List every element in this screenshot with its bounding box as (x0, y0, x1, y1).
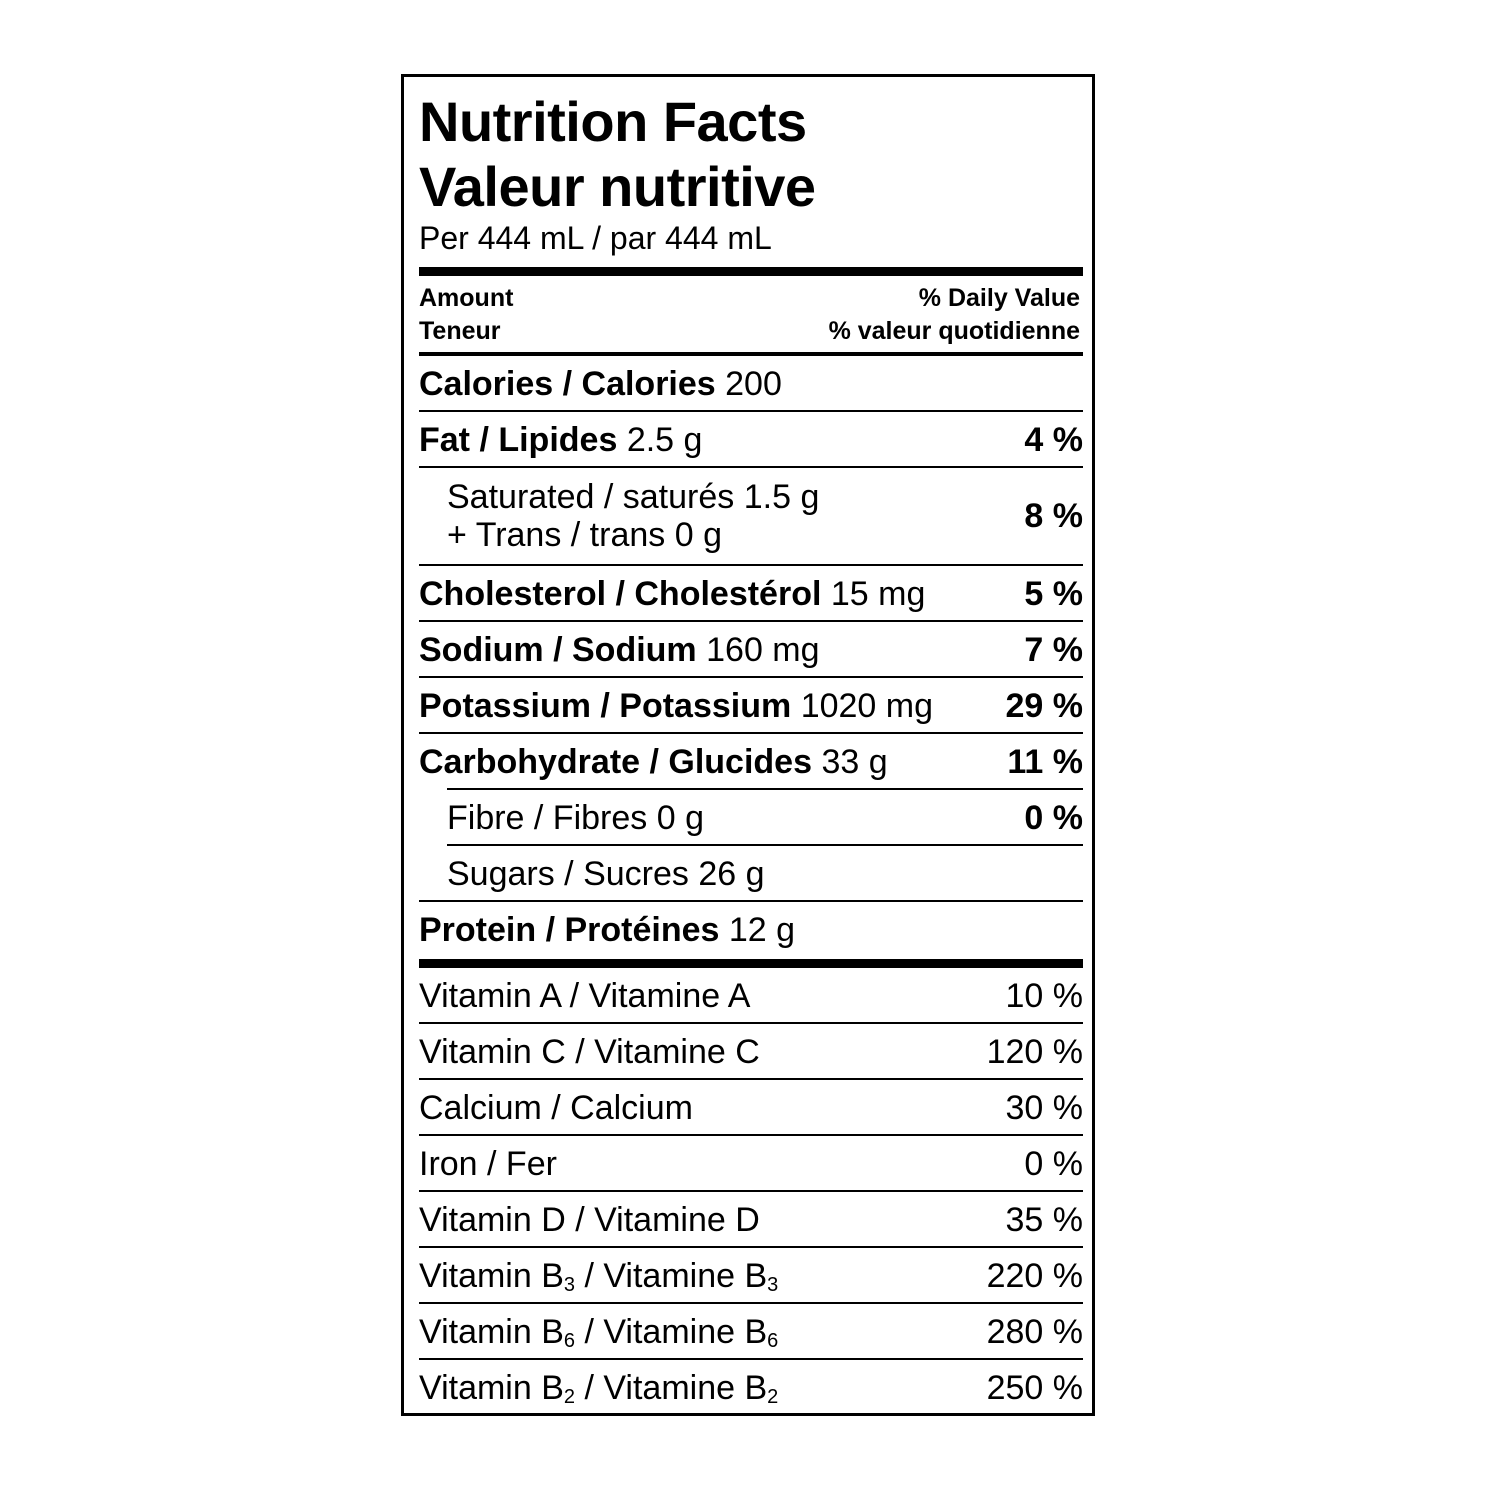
daily-value-header-en: % Daily Value (918, 284, 1080, 312)
row-divider (419, 410, 1083, 412)
vitamin-b3-label: Vitamin $B_3$ / Vitamine $B_3$ (419, 1257, 779, 1296)
saturated-label: Saturated / saturés (447, 478, 735, 516)
calories-row (419, 357, 1083, 411)
potassium-label: Potassium / Potassium (419, 687, 792, 725)
cholesterol-value: 15 mg (830, 575, 926, 613)
sodium-label: Sodium / Sodium (419, 631, 697, 669)
carbohydrate-value: 33 g (821, 743, 888, 781)
thick-divider (419, 959, 1083, 968)
iron-daily-value: 0 % (1024, 1145, 1083, 1183)
row-divider (419, 1134, 1083, 1136)
vitamin-a-daily-value: 10 % (1005, 977, 1083, 1015)
daily-value-header-fr: % valeur quotidienne (828, 317, 1080, 345)
title-french: Valeur nutritive (419, 155, 816, 218)
calories-label: Calories / Calories (419, 365, 716, 403)
row-divider (447, 844, 1083, 846)
row-divider (419, 564, 1083, 566)
fat-label: Fat / Lipides (419, 421, 618, 459)
calcium-daily-value: 30 % (1005, 1089, 1083, 1127)
row-divider (447, 788, 1083, 790)
cholesterol-label: Cholesterol / Cholestérol (419, 575, 822, 613)
thick-divider (419, 267, 1083, 276)
calories-value: 200 (725, 365, 782, 403)
row-divider (419, 732, 1083, 734)
calcium-label: Calcium / Calcium (419, 1089, 693, 1127)
fibre-label: Fibre / Fibres 0 g (447, 799, 704, 837)
row-divider (419, 1022, 1083, 1024)
saturated-value: 1.5 g (743, 478, 820, 516)
row-divider (419, 620, 1083, 622)
vitamin-c-row (419, 1025, 1083, 1079)
saturated-trans-row (447, 468, 1083, 564)
vitamin-d-label: Vitamin D / Vitamine D (419, 1201, 760, 1239)
vitamin-b6-label: Vitamin $B_6$ / Vitamine $B_6$ (419, 1313, 779, 1352)
fat-daily-value: 4 % (1024, 421, 1083, 459)
iron-label: Iron / Fer (419, 1145, 557, 1183)
vitamin-b6-row (419, 1305, 1083, 1359)
vitamin-b2-label: Vitamin $B_2$ / Vitamine $B_2$ (419, 1369, 779, 1408)
potassium-value: 1020 mg (800, 687, 934, 725)
sodium-daily-value: 7 % (1024, 631, 1083, 669)
fat-row (419, 413, 1083, 467)
nutrition-facts-table (401, 74, 1095, 1416)
protein-row (419, 903, 1083, 957)
carbohydrate-row (419, 735, 1083, 789)
amount-header-fr: Teneur (419, 317, 501, 345)
cholesterol-row (419, 567, 1083, 621)
saturated-daily-value: 8 % (1024, 497, 1083, 535)
fibre-row (447, 791, 1083, 845)
row-divider (419, 676, 1083, 678)
row-divider (419, 1246, 1083, 1248)
row-divider (419, 1358, 1083, 1360)
fat-value: 2.5 g (626, 421, 703, 459)
medium-divider (419, 352, 1083, 356)
vitamin-c-daily-value: 120 % (986, 1033, 1083, 1071)
potassium-row (419, 679, 1083, 733)
row-divider (419, 900, 1083, 902)
row-divider (419, 1078, 1083, 1080)
vitamin-b6-daily-value: 280 % (986, 1313, 1083, 1351)
vitamin-b3-row (419, 1249, 1083, 1303)
sodium-value: 160 mg (706, 631, 820, 669)
fibre-daily-value: 0 % (1024, 799, 1083, 837)
serving-size: Per 444 mL / par 444 mL (419, 220, 772, 256)
cholesterol-daily-value: 5 % (1024, 575, 1083, 613)
calcium-row (419, 1081, 1083, 1135)
trans-label: + Trans / trans 0 g (447, 516, 722, 554)
potassium-daily-value: 29 % (1005, 687, 1083, 725)
vitamin-c-label: Vitamin C / Vitamine C (419, 1033, 760, 1071)
carbohydrate-daily-value: 11 % (1007, 743, 1083, 781)
sugars-row (447, 847, 1083, 901)
vitamin-b3-daily-value: 220 % (986, 1257, 1083, 1295)
row-divider (419, 1190, 1083, 1192)
sugars-label: Sugars / Sucres 26 g (447, 855, 765, 893)
sodium-row (419, 623, 1083, 677)
vitamin-d-row (419, 1193, 1083, 1247)
amount-header-en: Amount (419, 284, 514, 312)
iron-row (419, 1137, 1083, 1191)
row-divider (419, 1302, 1083, 1304)
vitamin-a-row (419, 969, 1083, 1023)
vitamin-b2-daily-value: 250 % (986, 1369, 1083, 1407)
vitamin-b2-row (419, 1361, 1083, 1415)
carbohydrate-label: Carbohydrate / Glucides (419, 743, 812, 781)
vitamin-a-label: Vitamin A / Vitamine A (419, 977, 751, 1015)
protein-value: 12 g (728, 911, 796, 949)
protein-label: Protein / Protéines (419, 911, 720, 949)
title-english: Nutrition Facts (419, 90, 807, 153)
vitamin-d-daily-value: 35 % (1005, 1201, 1083, 1239)
